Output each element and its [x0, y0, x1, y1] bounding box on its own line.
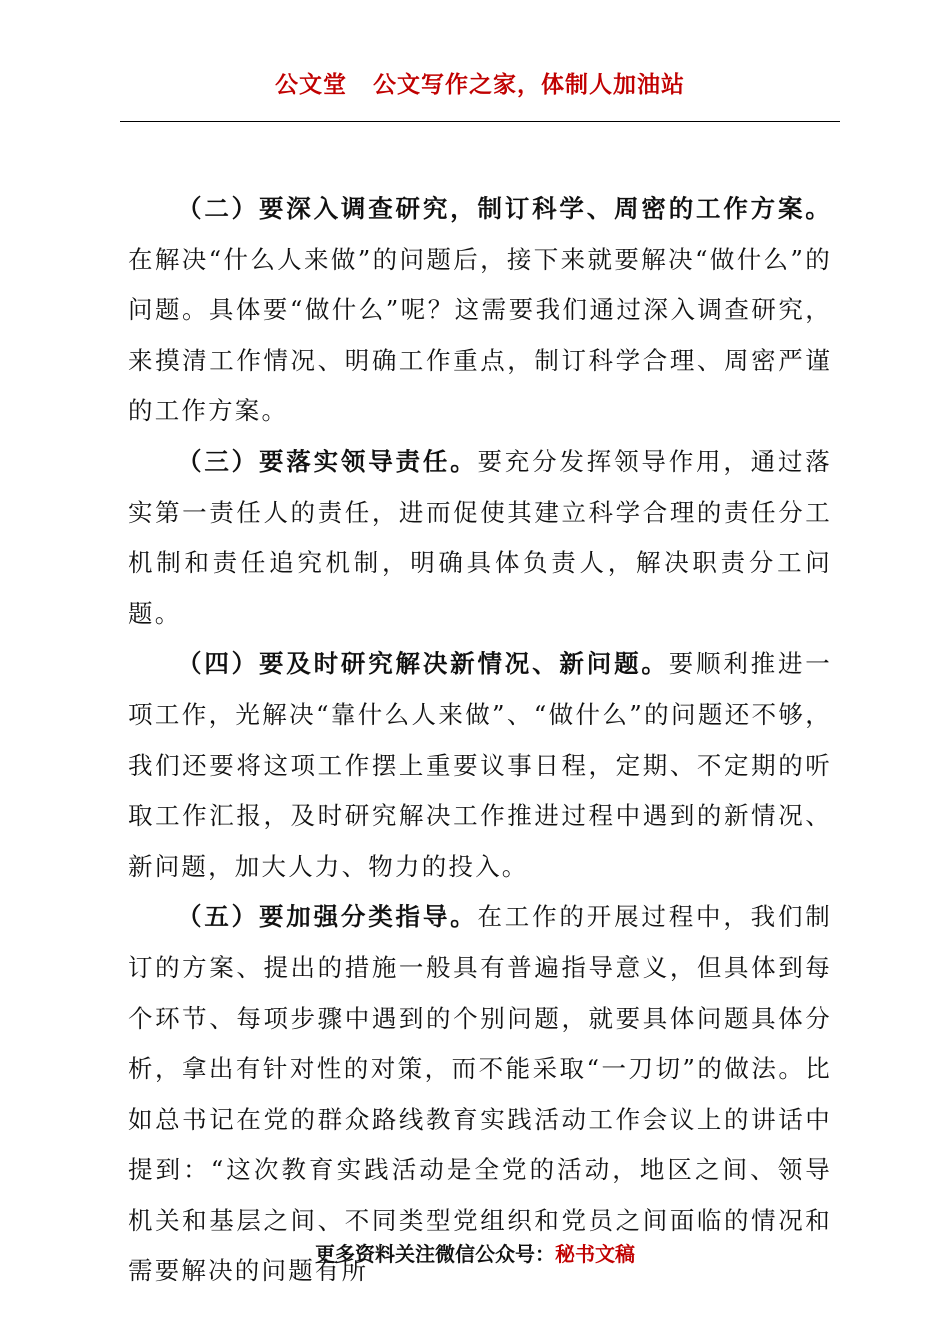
paragraph-text: 在工作的开展过程中，我们制订的方案、提出的措施一般具有普遍指导意义，但具体到每个环节、每项步骤中遇到的个别问题，就要具体问题具体分析，拿出有针对性的对策，而不能采取“一刀切”的做法。比如总书记在党的群众路线教育实践活动工作会议上的讲话中提到：“这次教育实践活动是全党的活动，地区之间、领导机关和基层之间、不同类型党组织和党员之间面临的情况和需要解决的问题有所	[128, 902, 832, 1286]
page-footer	[120, 1238, 830, 1267]
paragraph-text: 要充分发挥领导作用，通过落实第一责任人的责任，进而促使其建立科学合理的责任分工机制和责任追究机制，明确具体负责人，解决职责分工问题。	[128, 446, 832, 628]
header-divider	[120, 121, 840, 122]
footer-prefix: 更多资料关注微信公众号：	[315, 1242, 555, 1266]
paragraph-4	[128, 639, 832, 892]
paragraph-3	[128, 437, 832, 639]
paragraph-heading: （三）要落实领导责任。	[177, 446, 478, 476]
page-header	[120, 66, 840, 99]
paragraph-heading: （五）要加强分类指导。	[177, 902, 478, 932]
paragraph-heading: （四）要及时研究解决新情况、新问题。	[177, 649, 669, 679]
header-brand: 公文堂	[275, 72, 347, 98]
paragraph-5	[128, 892, 832, 1297]
paragraph-2	[128, 184, 832, 437]
document-body	[128, 184, 832, 1297]
paragraph-text: 在解决“什么人来做”的问题后，接下来就要解决“做什么”的问题。具体要“做什么”呢？这需要我们通过深入调查研究，来摸清工作情况、明确工作重点，制订科学合理、周密严谨的工作方案。	[128, 244, 832, 426]
paragraph-heading: （二）要深入调查研究，制订科学、周密的工作方案。	[177, 194, 832, 223]
header-slogan: 公文写作之家，体制人加油站	[373, 72, 685, 98]
footer-account-name: 秘书文稿	[555, 1242, 635, 1266]
paragraph-text: 要顺利推进一项工作，光解决“靠什么人来做”、“做什么”的问题还不够，我们还要将这项工作摆上重要议事日程，定期、不定期的听取工作汇报，及时研究解决工作推进过程中遇到的新情况、新问题，加大人力、物力的投入。	[128, 649, 832, 881]
